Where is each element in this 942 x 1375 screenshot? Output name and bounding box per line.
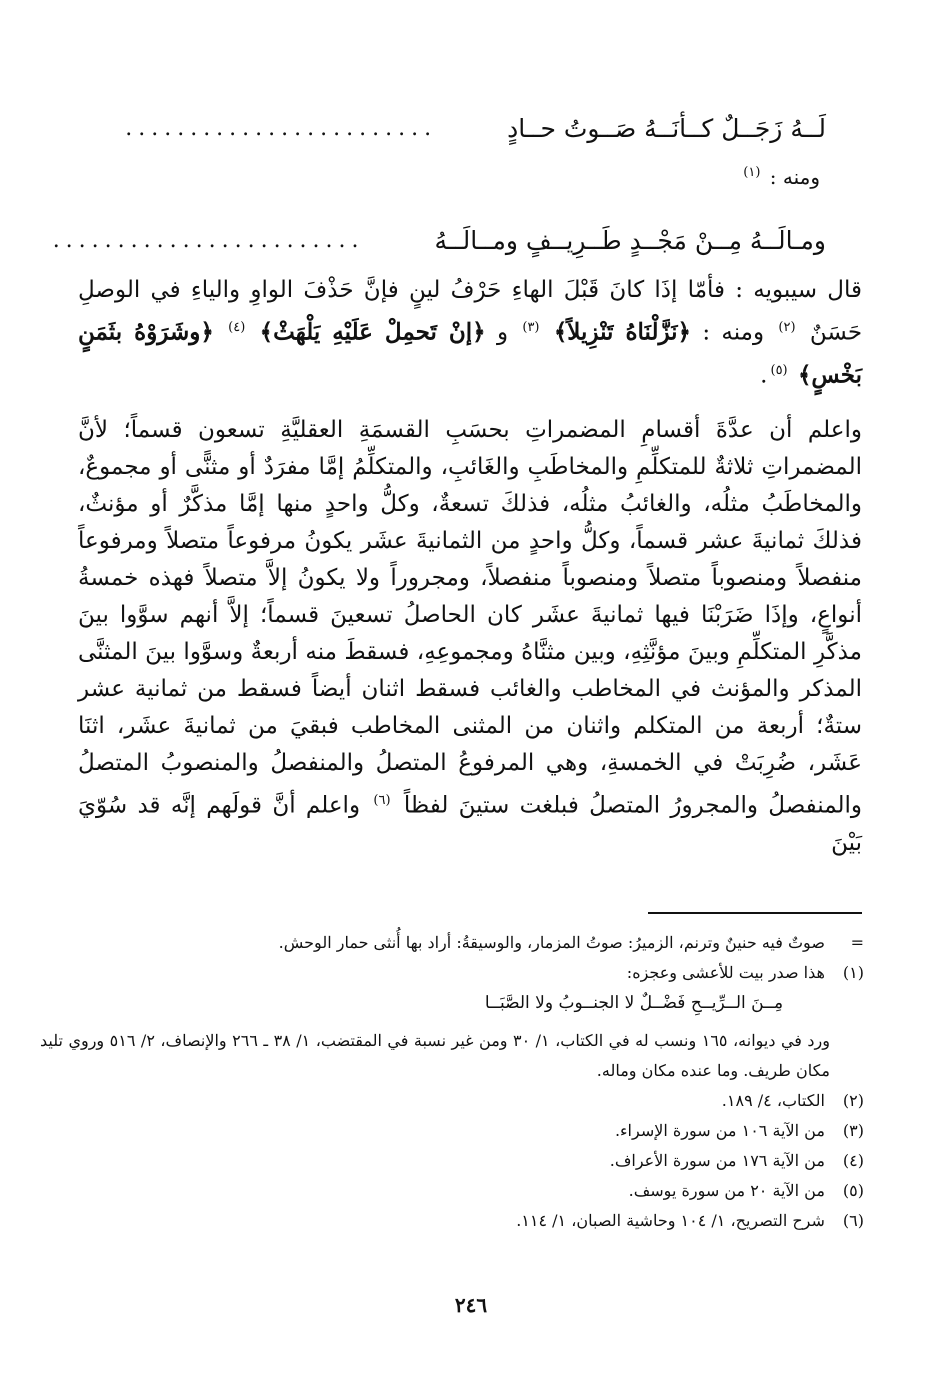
footnote-3-number: (٣) <box>842 1121 864 1140</box>
footnote-6 <box>74 1206 864 1236</box>
verse-line-2 <box>52 220 826 260</box>
verse-line-1 <box>106 108 826 148</box>
footnote-1 <box>74 958 864 988</box>
continuation-text: صوتٌ فيه حنينٌ وترنم، الزميرُ: صوتُ المزمار، والوسيقةُ: أراد بها أُنثى حمار الوحش. <box>278 933 825 952</box>
footnote-1-source: ورد في ديوانه، ١٦٥ ونسب له في الكتاب، ١/ ٣٠ ومن غير نسبة في المقتضب، ١/ ٣٨ ـ ٢٦٦ والإنصاف، ٢/ ٥١٦ وروي تليد مكان طريف. وما عنده مكان وماله. <box>40 1031 831 1080</box>
quran-quote-3: ﴿وشَرَوْهُ بثَمَنٍ بَخْسٍ﴾ <box>78 318 862 389</box>
footnote-1-number: (١) <box>842 963 864 982</box>
verse-1-first-hemistich: لَــهُ زَجَــلٌ كــأنَــهُ صَــوتُ حــادٍ <box>507 113 826 143</box>
para1-conjunction: و <box>496 319 509 346</box>
footnote-5 <box>74 1176 864 1206</box>
quran-quote-1: ﴿نَزَّلْنَاهُ تَنْزِيلاً﴾ <box>553 318 692 346</box>
footnote-1-text: هذا صدر بيت للأعشى وعجزه: <box>626 963 825 982</box>
footnote-2 <box>74 1086 864 1116</box>
footnote-ref-6: (٦) <box>373 793 391 808</box>
para1-text: قال سيبويه : فأمّا إذَا كانَ قَبْلَ الهاءِ حَرْفُ لينٍ فإنَّ حَذْفَ الواوِ والياءِ في الوصلِ حَسَنٌ <box>78 277 863 346</box>
footnote-5-text: من الآية ٢٠ من سورة يوسف. <box>628 1181 825 1200</box>
footnote-3 <box>74 1116 864 1146</box>
footnote-continuation <box>74 928 864 958</box>
verse-2-first-hemistich: ومـالَــهُ مِــنْ مَجْــدٍ طَــرِيــفٍ ومــالَــهُ <box>434 225 826 255</box>
footnote-2-number: (٢) <box>842 1091 864 1110</box>
verse-1-ellipsis: ........................ <box>125 115 438 141</box>
footnote-ref-4: (٤) <box>228 320 246 335</box>
intro-line <box>740 165 820 189</box>
para2-text2: واعلم أنَّ قولَهم إنَّه قد سُوّيَ بَيْنَ <box>78 792 862 856</box>
paragraph-pronouns <box>78 412 862 862</box>
intro-text: ومنه : <box>769 165 820 189</box>
footnote-1-verse: مِــنَ الــرِّيــحِ فَضْــلٌ لا الجنــوبُ ولا الصَّبَــا <box>484 993 784 1013</box>
footnote-6-number: (٦) <box>842 1211 864 1230</box>
footnote-5-number: (٥) <box>842 1181 864 1200</box>
continuation-mark: = <box>850 933 864 952</box>
para1-period: . <box>760 362 768 389</box>
footnote-4-number: (٤) <box>842 1151 864 1170</box>
footnote-ref-5: (٥) <box>770 362 788 378</box>
quran-quote-2: ﴿إنْ تَحمِلْ عَلَيْهِ يَلْهَثْ﴾ <box>259 318 486 346</box>
paragraph-sibawayh <box>78 272 862 394</box>
footnote-ref-1: (١) <box>743 165 761 181</box>
footnote-4 <box>74 1146 864 1176</box>
footnote-4-text: من الآية ١٧٦ من سورة الأعراف. <box>609 1151 825 1170</box>
footnote-ref-3: (٣) <box>522 320 540 335</box>
footnotes <box>40 928 864 1236</box>
page-number: ٢٤٦ <box>454 1293 488 1317</box>
para2-text: واعلم أن عدَّةَ أقسامِ المضمراتِ بحسَبِ القسمَةِ العقليَّةِ تسعون قسماً؛ لأنَّ المضمراتِ ثلاثةٌ للمتكلِّمِ والمخاطَبِ والغَائبِ، والمتكلِّمُ إمَّا مفرَدٌ أو مثنًّى أو مجموعٌ، والمخاطَبُ مثلُه، والغائبُ مثلُه، فذلكَ تسعةٌ، وكلُّ واحدٍ منها إمَّا مذكَّرٌ أو مؤنثٌ، فذلكَ ثمانيةَ عشر قسماً، وكلُّ واحدٍ من الثمانيةَ عشَر يكونُ مرفوعاً متصلاً ومرفوعاً منفصلاً ومنصوباً متصلاً ومنصوباً منفصلاً، ومجروراً ولا يكونُ إلاَّ متصلاً فهذه خمسةُ أنواعٍ، وإذَا ضَرَبْنَا فيها ثمانيةَ عشَر كان الحاصلُ تسعينَ قسماً؛ إلاَّ أنهم سوَّوا بينَ مذكَّرِ المتكلِّمِ وبينَ مؤنَّثِهِ، وبين مثنَّاهُ ومجموعِهِ، فسقطَ منه أربعةٌ وسوَّوا بينَ المثنَّى المذكر والمؤنث في المخاطب والغائب فسقط اثنان أيضاً فسقط من ثمانية عشر ستةٌ؛ أربعة من المتكلم واثنان من المثنى المخاطب فبقيَ من ثمانيةَ عشَر، اثنَا عَشَر، ضُرِبَتْ في الخمسةِ، وهي المرفوعُ المتصلُ والمنفصلُ والمنصوبُ المتصلُ والمنفصلُ والمجرورُ المتصلُ فبلغت ستينَ لفظاً <box>78 417 863 819</box>
footnote-separator <box>648 912 862 914</box>
footnote-ref-2: (٢) <box>778 320 796 335</box>
verse-2-ellipsis: ........................ <box>52 227 365 253</box>
footnote-6-text: شرح التصريح، ١/ ١٠٤ وحاشية الصبان، ١/ ١١٤. <box>516 1211 825 1230</box>
para1-text2: ومنه : <box>702 319 765 346</box>
footnote-3-text: من الآية ١٠٦ من سورة الإسراء. <box>614 1121 825 1140</box>
footnote-2-text: الكتاب، ٤/ ١٨٩. <box>721 1091 825 1110</box>
